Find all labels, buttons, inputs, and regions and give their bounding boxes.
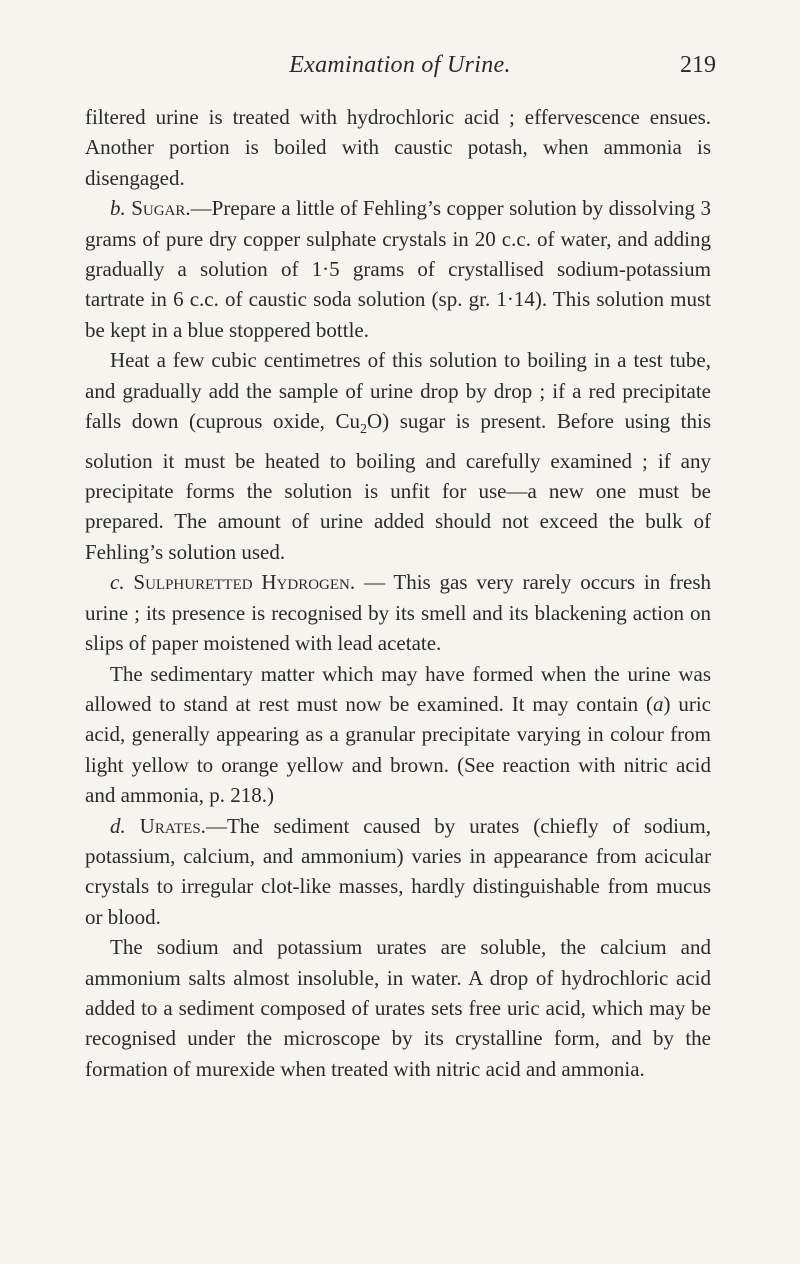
section-marker-b: b. (110, 196, 126, 221)
paragraph-sedimentary-matter (85, 659, 711, 811)
subscript-2: 2 (360, 422, 368, 438)
section-marker-d: d. (110, 813, 126, 838)
paragraph-urate-solubility (85, 932, 711, 1084)
paragraph-sulphuretted-hydrogen (85, 567, 711, 658)
section-heading-sugar: Sugar. (131, 196, 191, 221)
paragraph-text: Heat a few cubic centimetres of this solution to boiling in a test tube, and gradually add the sample of urine drop by drop ; if a red precipitate falls down (cuprous oxide, Cu (85, 348, 711, 434)
section-marker-c: c. (110, 570, 125, 595)
page-header (0, 52, 800, 86)
paragraph-urates (85, 811, 711, 933)
section-heading-sulphuretted-hydrogen: Sulphuretted Hydrogen. (133, 570, 356, 595)
paragraph-fehling-test (85, 345, 711, 567)
paragraph-text: — This gas very rarely occurs in fresh urine ; its presence is recognised by its smell and its blackening action on slips of paper moistened with lead acetate. (85, 570, 711, 656)
paragraph-filtered-urine (85, 102, 711, 193)
paragraph-text: The sedimentary matter which may have formed when the urine was allowed to stand at rest must now be examined. It may contain ( (85, 661, 711, 716)
italic-letter-a: a (653, 691, 664, 716)
page-number: 219 (680, 52, 716, 78)
running-title: Examination of Urine. (289, 52, 511, 78)
paragraph-text: —Prepare a little of Fehling’s copper solution by dissolving 3 grams of pure dry copper sulphate crystals in 20 c.c. of water, and adding gradually a solution of 1·5 grams of crystallised sodium-potassium tartrate in 6 c.c. of caustic soda solution (sp. gr. 1·14). This solution must be kept in a blue stoppered bottle. (85, 196, 711, 342)
paragraph-sugar (85, 193, 711, 345)
paragraph-text: O) sugar is present. Before using this solution it must be heated to boiling and carefully examined ; if any precipitate forms the solution is unfit for use—a new one must be prepared. The amount of urine added should not exceed the bulk of Fehling’s solution used. (85, 409, 711, 564)
paragraph-text: filtered urine is treated with hydrochloric acid ; effervescence ensues. Another portion is boiled with caustic potash, when ammonia is disengaged. (85, 105, 711, 190)
body-text (85, 102, 711, 1084)
section-heading-urates: Urates. (139, 813, 206, 838)
paragraph-text: ) uric acid, generally appearing as a granular precipitate varying in colour from light yellow to orange yellow and brown. (See reaction with nitric acid and ammonia, p. 218.) (85, 691, 711, 808)
paragraph-text: —The sediment caused by urates (chiefly of sodium, potassium, calcium, and ammonium) varies in appearance from acicular crystals to irregular clot-like masses, hardly distinguishable from mucus or blood. (85, 813, 712, 929)
paragraph-text: The sodium and potassium urates are soluble, the calcium and ammonium salts almost insoluble, in water. A drop of hydrochloric acid added to a sediment composed of urates sets free uric acid, which may be recognised under the microscope by its crystalline form, and by the formation of murexide when treated with nitric acid and ammonia. (85, 935, 711, 1081)
